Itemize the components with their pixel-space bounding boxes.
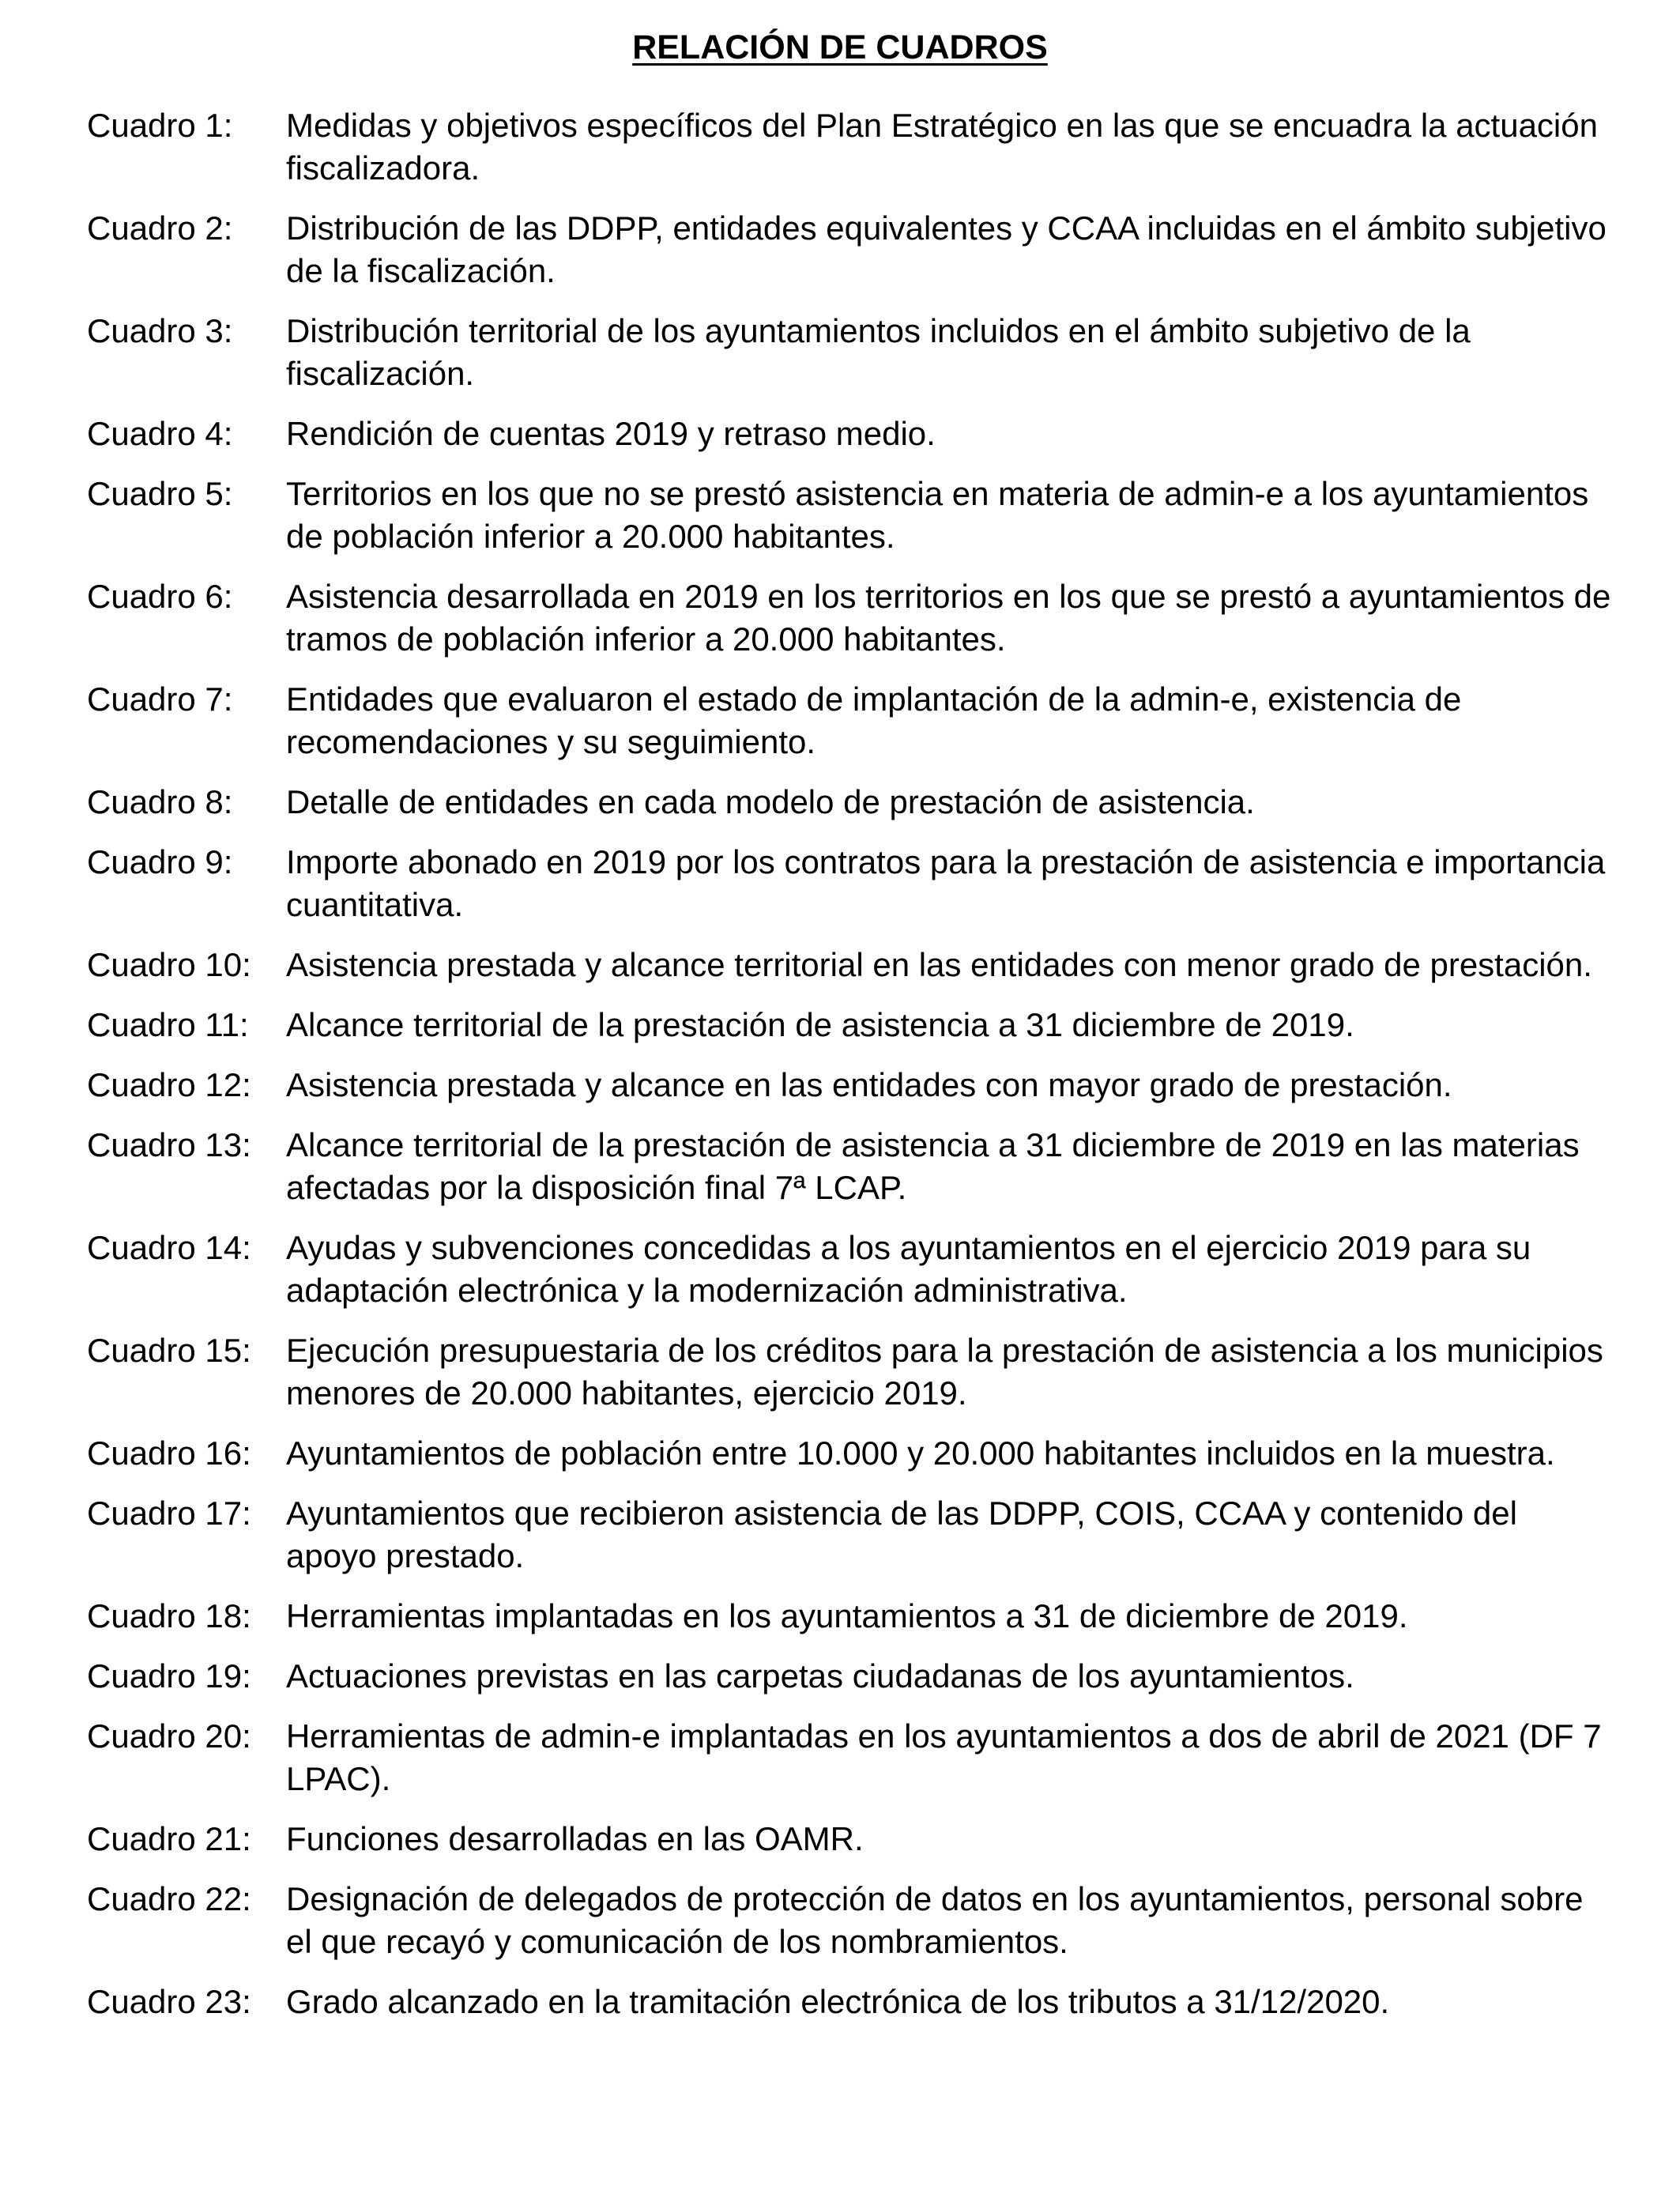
cuadro-description: Detalle de entidades en cada modelo de prestación de asistencia.: [286, 783, 1255, 820]
cuadro-label: Cuadro 7:: [87, 680, 233, 718]
cuadro-description: Ayuntamientos que recibieron asistencia de las DDPP, COIS, CCAA y contenido del apoyo prestado.: [286, 1495, 1517, 1574]
cuadro-description: Actuaciones previstas en las carpetas ciudadanas de los ayuntamientos.: [286, 1657, 1354, 1695]
cuadro-label: Cuadro 15:: [87, 1332, 251, 1369]
cuadro-entry: [87, 841, 1612, 926]
cuadro-entry: [87, 1227, 1612, 1312]
cuadro-entry: [87, 1064, 1612, 1106]
cuadro-label: Cuadro 1:: [87, 107, 233, 144]
cuadro-description: Herramientas de admin-e implantadas en los ayuntamientos a dos de abril de 2021 (DF 7 LPAC).: [286, 1717, 1602, 1797]
cuadro-description: Rendición de cuentas 2019 y retraso medio.: [286, 415, 936, 452]
cuadro-entry: [87, 1004, 1612, 1046]
cuadro-description: Medidas y objetivos específicos del Plan Estratégico en las que se encuadra la actuación fiscalizadora.: [286, 107, 1598, 187]
cuadro-list: [87, 104, 1612, 2041]
cuadro-description: Distribución territorial de los ayuntamientos incluidos en el ámbito subjetivo de la fiscalización.: [286, 312, 1471, 392]
cuadro-label: Cuadro 9:: [87, 843, 233, 880]
cuadro-label: Cuadro 22:: [87, 1880, 251, 1917]
cuadro-description: Asistencia prestada y alcance en las entidades con mayor grado de prestación.: [286, 1066, 1452, 1103]
cuadro-description: Importe abonado en 2019 por los contratos para la prestación de asistencia e importancia cuantitativa.: [286, 843, 1606, 923]
cuadro-entry: [87, 1432, 1612, 1475]
cuadro-description: Grado alcanzado en la tramitación electrónica de los tributos a 31/12/2020.: [286, 1983, 1390, 2020]
cuadro-label: Cuadro 2:: [87, 209, 233, 247]
cuadro-label: Cuadro 23:: [87, 1983, 251, 2020]
cuadro-description: Asistencia desarrollada en 2019 en los territorios en los que se prestó a ayuntamientos de tramos de población inferior a 20.000 habitantes.: [286, 578, 1611, 658]
cuadro-label: Cuadro 19:: [87, 1657, 251, 1695]
cuadro-label: Cuadro 6:: [87, 578, 233, 615]
cuadro-label: Cuadro 16:: [87, 1434, 251, 1472]
cuadro-entry: [87, 310, 1612, 395]
cuadro-label: Cuadro 8:: [87, 783, 233, 820]
cuadro-description: Entidades que evaluaron el estado de implantación de la admin-e, existencia de recomendaciones y su seguimiento.: [286, 680, 1462, 760]
cuadro-entry: [87, 1878, 1612, 1963]
cuadro-description: Ejecución presupuestaria de los créditos para la prestación de asistencia a los municipios menores de 20.000 habitantes, ejercicio 2019.: [286, 1332, 1603, 1412]
cuadro-label: Cuadro 18:: [87, 1597, 251, 1634]
cuadro-label: Cuadro 3:: [87, 312, 233, 349]
cuadro-entry: [87, 1329, 1612, 1415]
cuadro-description: Ayudas y subvenciones concedidas a los ayuntamientos en el ejercicio 2019 para su adaptación electrónica y la modernización administrativa.: [286, 1229, 1531, 1309]
cuadro-label: Cuadro 13:: [87, 1126, 251, 1163]
cuadro-label: Cuadro 5:: [87, 475, 233, 512]
cuadro-entry: [87, 678, 1612, 763]
cuadro-entry: [87, 1492, 1612, 1578]
cuadro-description: Asistencia prestada y alcance territorial en las entidades con menor grado de prestación.: [286, 946, 1592, 983]
cuadro-description: Ayuntamientos de población entre 10.000 y 20.000 habitantes incluidos en la muestra.: [286, 1434, 1555, 1472]
cuadro-description: Designación de delegados de protección de datos en los ayuntamientos, personal sobre el que recayó y comunicación de los nombramientos.: [286, 1880, 1584, 1960]
page-title: RELACIÓN DE CUADROS: [632, 28, 1048, 66]
cuadro-label: Cuadro 10:: [87, 946, 251, 983]
cuadro-entry: [87, 104, 1612, 190]
cuadro-entry: [87, 781, 1612, 824]
cuadro-entry: [87, 1124, 1612, 1209]
cuadro-label: Cuadro 4:: [87, 415, 233, 452]
cuadro-entry: [87, 944, 1612, 986]
cuadro-entry: [87, 1595, 1612, 1638]
cuadro-description: Herramientas implantadas en los ayuntamientos a 31 de diciembre de 2019.: [286, 1597, 1408, 1634]
cuadro-entry: [87, 575, 1612, 661]
cuadro-label: Cuadro 20:: [87, 1717, 251, 1755]
cuadro-entry: [87, 1655, 1612, 1698]
cuadro-label: Cuadro 12:: [87, 1066, 251, 1103]
cuadro-description: Distribución de las DDPP, entidades equivalentes y CCAA incluidas en el ámbito subjetivo de la fiscalización.: [286, 209, 1607, 289]
cuadro-entry: [87, 1715, 1612, 1800]
cuadro-entry: [87, 1818, 1612, 1860]
cuadro-label: Cuadro 21:: [87, 1820, 251, 1857]
cuadro-entry: [87, 207, 1612, 292]
cuadro-label: Cuadro 11:: [87, 1006, 249, 1043]
cuadro-entry: [87, 413, 1612, 455]
cuadro-entry: [87, 473, 1612, 558]
cuadro-description: Alcance territorial de la prestación de asistencia a 31 diciembre de 2019 en las materias afectadas por la disposición final 7ª LCAP.: [286, 1126, 1580, 1206]
cuadro-description: Alcance territorial de la prestación de asistencia a 31 diciembre de 2019.: [286, 1006, 1354, 1043]
cuadro-label: Cuadro 14:: [87, 1229, 251, 1266]
cuadro-description: Territorios en los que no se prestó asistencia en materia de admin-e a los ayuntamientos de población inferior a 20.000 habitantes.: [286, 475, 1589, 555]
cuadro-description: Funciones desarrolladas en las OAMR.: [286, 1820, 864, 1857]
cuadro-entry: [87, 1981, 1612, 2023]
cuadro-label: Cuadro 17:: [87, 1495, 251, 1532]
